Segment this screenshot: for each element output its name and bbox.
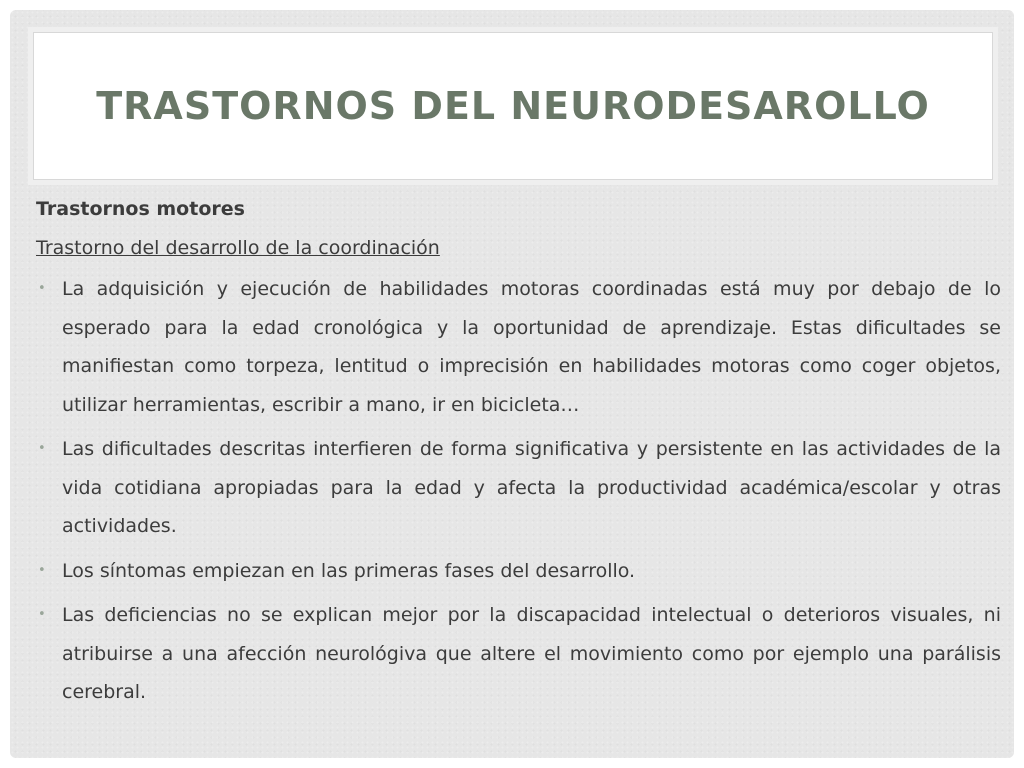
slide-title: TRASTORNOS DEL NEURODESAROLLO xyxy=(96,84,930,128)
slide-content xyxy=(36,194,1001,718)
bullet-item xyxy=(36,270,1001,424)
bullet-text: Los síntomas empiezan en las primeras fases del desarrollo. xyxy=(62,559,636,582)
bullet-icon: • xyxy=(38,281,46,296)
section-subtitle: Trastorno del desarrollo de la coordinación xyxy=(36,237,440,259)
bullet-text: La adquisición y ejecución de habilidades motoras coordinadas está muy por debajo de lo esperado para la edad cronológica y la oportunidad de aprendizaje. Estas dificultades se manifiestan como torpeza, lentitud o imprecisión en habilidades motoras como coger objetos, utilizar herramientas, escribir a mano, ir en bicicleta… xyxy=(62,278,1001,416)
bullet-icon: • xyxy=(38,441,46,456)
bullet-icon: • xyxy=(38,562,46,578)
title-box xyxy=(33,32,993,180)
slide xyxy=(10,10,1014,758)
bullet-text: Las dificultades descritas interfieren de forma significativa y persistente en las actividades de la vida cotidiana apropiadas para la edad y afecta la productividad académica/escolar y otras actividades. xyxy=(62,438,1001,537)
bullet-item xyxy=(36,596,1001,712)
section-heading: Trastornos motores xyxy=(36,198,245,220)
bullet-list xyxy=(36,270,1001,712)
bullet-item xyxy=(36,552,1001,591)
bullet-text: Las deficiencias no se explican mejor por la discapacidad intelectual o deterioros visuales, ni atribuirse a una afección neurológiva que altere el movimiento como por ejemplo una parálisis cerebral. xyxy=(62,604,1001,703)
bullet-icon: • xyxy=(38,607,46,622)
bullet-item xyxy=(36,430,1001,546)
